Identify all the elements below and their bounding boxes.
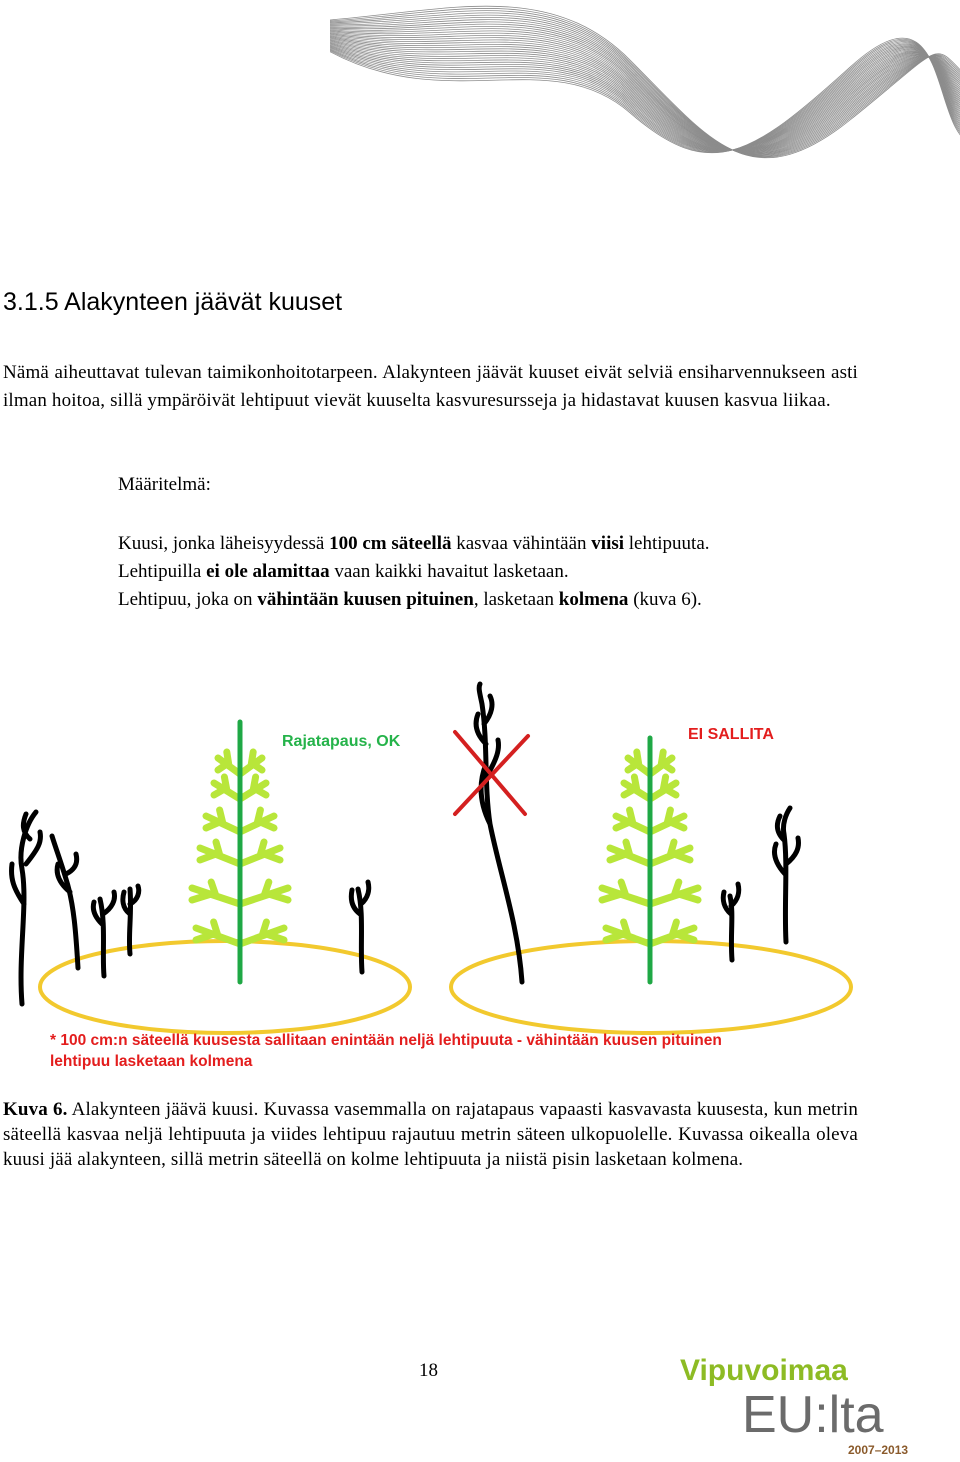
caption-text: Alakynteen jäävä kuusi. Kuvassa vasemmalla on rajatapaus vapaasti kasvavasta kuusesta, kun metrin säteellä kasvaa neljä lehtipuuta ja viides lehtipuu rajautuu metrin säteen ulkopuolelle. Kuvassa oikealla oleva kuusi jää alakynteen, sillä metrin säteellä on kolme lehtipuuta ja niistä pisin lasketaan kolmena. bbox=[3, 1099, 858, 1170]
label-borderline-ok: Rajatapaus, OK bbox=[282, 733, 401, 750]
caption-label: Kuva 6. bbox=[3, 1099, 68, 1120]
page-number: 18 bbox=[419, 1360, 438, 1381]
logo-line2: EU:lta bbox=[742, 1386, 884, 1444]
sapling-3 bbox=[123, 886, 139, 954]
definition-line-2: Lehtipuilla ei ole alamittaa vaan kaikki havaitut lasketaan. bbox=[118, 561, 569, 582]
cross-mark bbox=[455, 732, 528, 814]
definition-line-1: Kuusi, jonka läheisyydessä 100 cm säteellä kasvaa vähintään viisi lehtipuuta. bbox=[118, 533, 710, 554]
sapling-tall bbox=[476, 684, 522, 982]
sapling-1 bbox=[52, 836, 78, 968]
intro-paragraph: Nämä aiheuttavat tulevan taimikonhoitotarpeen. Alakynteen jäävät kuuset eivät selviä ensiharvennukseen asti ilman hoitoa, sillä ympäröivät lehtipuut vievät kuuselta kasvuresursseja ja hidastavat kuusen kasvua liikaa. bbox=[3, 362, 858, 411]
logo-line1: Vipuvoimaa bbox=[680, 1354, 848, 1387]
sapling-right-2 bbox=[774, 808, 798, 942]
definition-block bbox=[118, 530, 710, 614]
label-not-allowed: EI SALLITA bbox=[688, 726, 774, 743]
definition-label: Määritelmä: bbox=[118, 474, 211, 495]
definition-line-3: Lehtipuu, joka on vähintään kuusen pituinen, lasketaan kolmena (kuva 6). bbox=[118, 589, 702, 610]
vipuvoimaa-eulta-logo bbox=[678, 1350, 928, 1462]
figure-note-line-2: lehtipuu lasketaan kolmena bbox=[50, 1053, 253, 1070]
sapling-2 bbox=[93, 892, 114, 976]
section-heading: 3.1.5 Alakynteen jäävät kuuset bbox=[3, 288, 343, 316]
deciduous-saplings bbox=[12, 684, 799, 1004]
figure-note-line-1: * 100 cm:n säteellä kuusesta sallitaan enintään neljä lehtipuuta - vähintään kuusen pituinen bbox=[50, 1032, 722, 1049]
logo-line3: 2007–2013 bbox=[848, 1443, 909, 1457]
decorative-ribbon bbox=[330, 0, 960, 230]
spruce-right bbox=[602, 738, 698, 982]
sapling-outside-left bbox=[12, 812, 41, 1004]
figure-6-illustration bbox=[0, 664, 860, 1084]
sapling-right-1 bbox=[723, 884, 738, 960]
radius-circle-left bbox=[40, 941, 410, 1033]
figure-caption bbox=[3, 1097, 858, 1172]
